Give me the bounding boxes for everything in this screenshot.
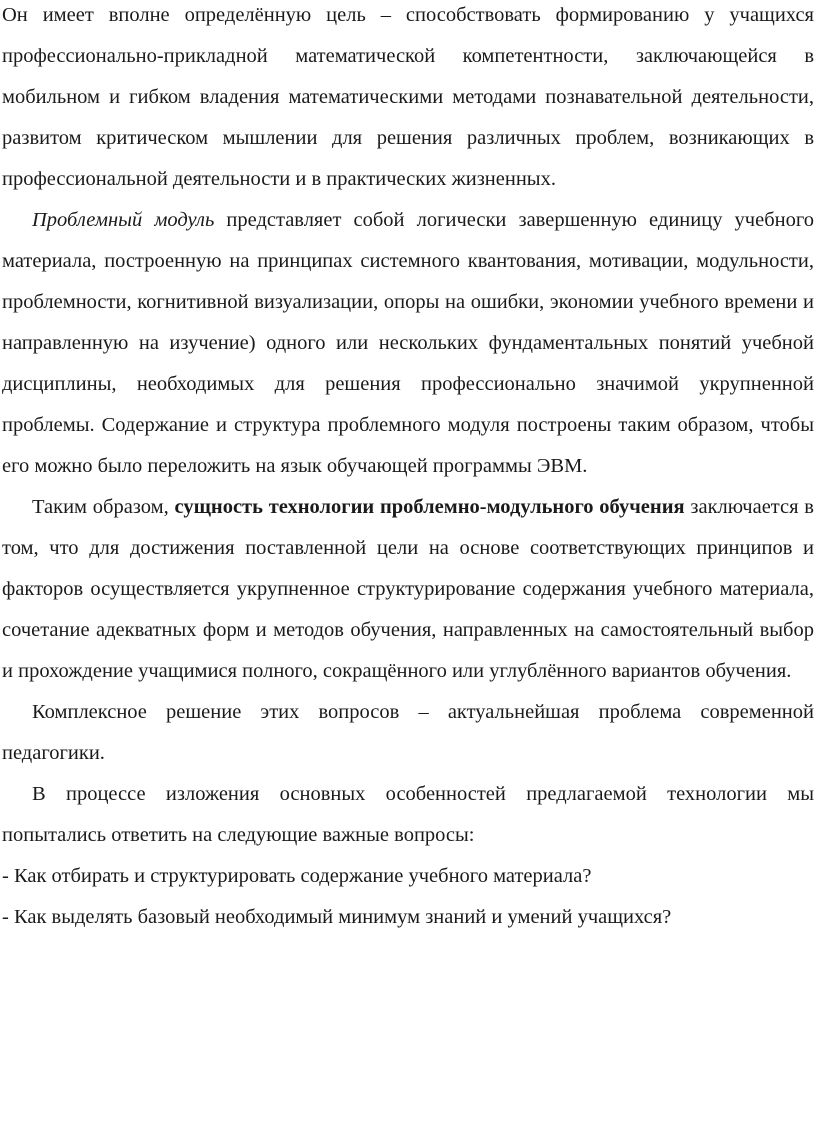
paragraph-essence bbox=[2, 487, 814, 692]
paragraph-goal-text: Он имеет вполне определённую цель – способствовать формированию у учащихся профессионально-прикладной математической компетентности, заключающейся в мобильном и гибком владения математическими методами познавательной деятельности, развитом критическом мышлении для решения различных проблем, возникающих в профессиональной деятельности и в практических жизненных. bbox=[2, 4, 814, 190]
paragraph-complex-solution bbox=[2, 692, 814, 774]
question-1-text: - Как отбирать и структурировать содержание учебного материала? bbox=[2, 865, 592, 887]
term-technology-essence: сущность технологии проблемно-модульного обучения bbox=[174, 496, 685, 518]
paragraph-problem-module-text: представляет собой логически завершенную единицу учебного материала, построенную на принципах системного квантования, мотивации, модульности, проблемности, когнитивной визуализации, опоры на ошибки, экономии учебного времени и направленную на изучение) одного или нескольких фундаментальных понятий учебной дисциплины, необходимых для решения профессионально значимой укрупненной проблемы. Содержание и структура проблемного модуля построены таким образом, чтобы его можно было переложить на язык обучающей программы ЭВМ. bbox=[2, 209, 814, 477]
question-2-text: - Как выделять базовый необходимый минимум знаний и умений учащихся? bbox=[2, 906, 672, 928]
paragraph-questions-intro bbox=[2, 774, 814, 856]
paragraph-problem-module bbox=[2, 200, 814, 487]
paragraph-complex-solution-text: Комплексное решение этих вопросов – актуальнейшая проблема современной педагогики. bbox=[2, 701, 814, 764]
paragraph-goal bbox=[2, 0, 814, 200]
paragraph-essence-text: заключается в том, что для достижения поставленной цели на основе соответствующих принципов и факторов осуществляется укрупненное структурирование содержания учебного материала, сочетание адекватных форм и методов обучения, направленных на самостоятельный выбор и прохождение учащимися полного, сокращённого или углублённого вариантов обучения. bbox=[2, 496, 814, 682]
list-item-question-2 bbox=[2, 897, 814, 938]
paragraph-essence-lead: Таким образом, bbox=[32, 496, 175, 518]
term-problem-module: Проблемный модуль bbox=[32, 209, 215, 231]
paragraph-questions-intro-text: В процессе изложения основных особенностей предлагаемой технологии мы попытались ответить на следующие важные вопросы: bbox=[2, 783, 814, 846]
list-item-question-1 bbox=[2, 856, 814, 897]
